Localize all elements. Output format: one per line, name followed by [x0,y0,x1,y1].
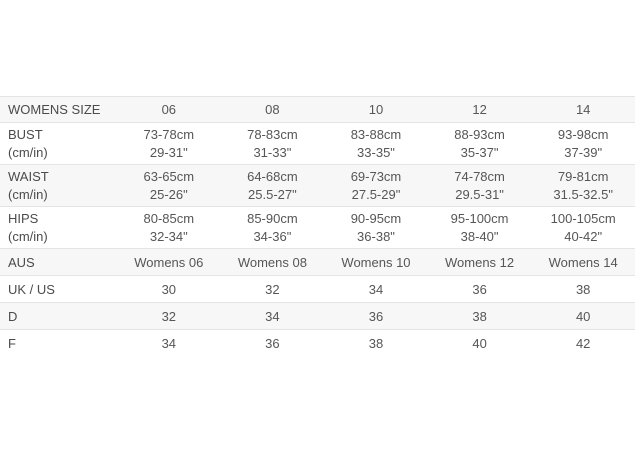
hips-cell-08 [221,207,325,249]
aus-cell-10: Womens 10 [341,254,411,270]
cell-in: 25-26" [149,186,188,202]
cell-in: 40-42" [564,228,603,244]
cell-in: 27.5-29" [351,186,401,202]
f-cell-12: 40 [472,335,487,351]
waist-cell-10 [324,165,428,207]
hips-cell-10 [324,207,428,249]
f-cell-14: 42 [575,335,591,351]
uk-us-cell-12: 36 [472,281,487,297]
waist-cell-06 [117,165,221,207]
f-row-label: F [8,335,16,351]
uk-us-row-label: UK / US [8,281,55,297]
row-sublabel: (cm/in) [8,186,48,202]
waist-row-label [0,165,117,207]
header-row [0,97,635,123]
uk-us-row [0,276,635,303]
waist-row [0,165,635,207]
hips-cell-06 [117,207,221,249]
row-label: WAIST [8,168,49,184]
hips-row [0,207,635,249]
d-cell-06: 32 [161,308,177,324]
f-cell-10: 38 [368,335,384,351]
cell-in: 36-38" [357,228,395,244]
uk-us-cell-10: 34 [368,281,384,297]
cell-in: 37-39" [564,144,603,160]
header-label: WOMENS SIZE [8,102,101,117]
d-row-label: D [8,308,18,324]
d-cell-08: 34 [265,308,280,324]
bust-cell-06 [117,123,221,165]
uk-us-cell-08: 32 [265,281,280,297]
womens-size-chart [0,96,635,357]
bust-cell-10 [324,123,428,165]
cell-in: 32-34" [149,228,188,244]
cell-cm: 80-85cm [143,210,195,226]
cell-in: 38-40" [460,228,499,244]
row-sublabel: (cm/in) [8,228,48,244]
cell-cm: 88-93cm [454,126,505,142]
aus-cell-08: Womens 08 [237,254,307,270]
cell-cm: 100-105cm [550,210,616,226]
cell-cm: 64-68cm [247,168,298,184]
aus-row-label: AUS [8,254,35,270]
f-cell-06: 34 [161,335,177,351]
hips-cell-12 [428,207,532,249]
f-row [0,330,635,357]
size-column-14: 14 [575,102,591,117]
aus-cell-12: Womens 12 [445,254,515,270]
cell-cm: 73-78cm [143,126,195,142]
bust-row-label [0,123,117,165]
size-column-08: 08 [265,102,280,117]
d-cell-12: 38 [472,308,487,324]
cell-in: 31-33" [253,144,292,160]
cell-cm: 93-98cm [557,126,609,142]
cell-cm: 78-83cm [247,126,298,142]
cell-cm: 95-100cm [450,210,509,226]
cell-cm: 69-73cm [350,168,402,184]
cell-in: 31.5-32.5" [553,186,613,202]
bust-row [0,123,635,165]
d-cell-10: 36 [368,308,384,324]
cell-cm: 63-65cm [143,168,195,184]
hips-row-label [0,207,117,249]
cell-cm: 83-88cm [350,126,402,142]
aus-cell-14: Womens 14 [548,254,618,270]
cell-cm: 85-90cm [247,210,298,226]
waist-cell-12 [428,165,532,207]
cell-cm: 74-78cm [454,168,505,184]
cell-in: 29.5-31" [455,186,504,202]
row-label: BUST [8,126,43,142]
d-cell-14: 40 [575,308,591,324]
hips-cell-14 [531,207,635,249]
bust-cell-08 [221,123,325,165]
f-cell-08: 36 [265,335,280,351]
waist-cell-14 [531,165,635,207]
row-label: HIPS [8,210,39,226]
cell-cm: 90-95cm [350,210,402,226]
d-row [0,303,635,330]
aus-cell-06: Womens 06 [134,254,204,270]
cell-in: 29-31" [149,144,188,160]
cell-in: 35-37" [460,144,499,160]
size-column-12: 12 [472,102,487,117]
row-sublabel: (cm/in) [8,144,48,160]
cell-in: 25.5-27" [248,186,297,202]
size-column-06: 06 [161,102,177,117]
uk-us-cell-06: 30 [161,281,177,297]
size-column-10: 10 [368,102,384,117]
waist-cell-08 [221,165,325,207]
cell-cm: 79-81cm [557,168,609,184]
uk-us-cell-14: 38 [575,281,591,297]
bust-cell-14 [531,123,635,165]
cell-in: 33-35" [357,144,395,160]
aus-row [0,249,635,276]
cell-in: 34-36" [253,228,292,244]
bust-cell-12 [428,123,532,165]
